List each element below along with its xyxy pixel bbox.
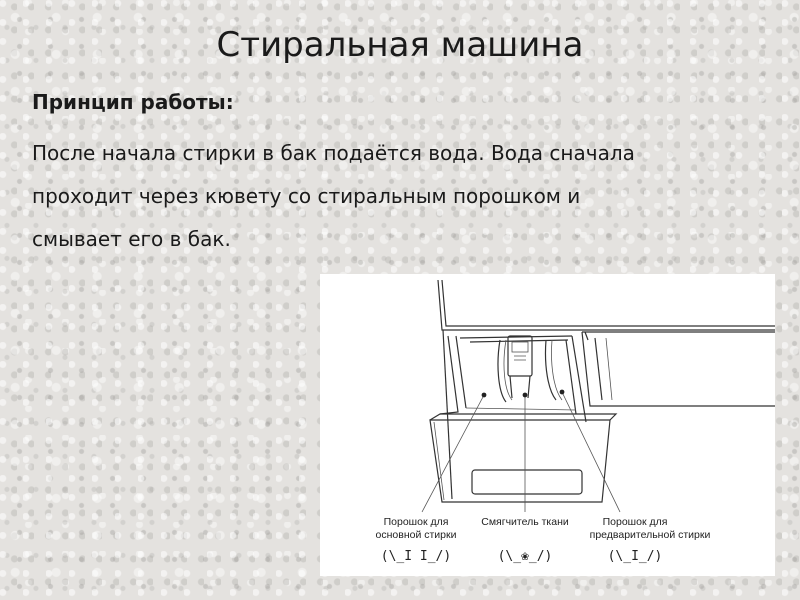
prewash-symbol: (\_I_/) [607, 549, 663, 564]
detergent-drawer-diagram [320, 274, 775, 576]
body-line-3: смывает его в бак. [32, 227, 231, 251]
slide-title: Стиральная машина [216, 25, 584, 65]
drawer-front [430, 414, 616, 502]
main-wash-symbol: (\_I I_/) [380, 549, 452, 564]
label-softener: Смягчитель ткани [481, 516, 569, 528]
label-main-wash-line2: основной стирки [375, 529, 457, 541]
body-line-2: проходит через кювету со стиральным порошком и [32, 184, 581, 208]
machine-body [438, 280, 775, 499]
label-prewash-line2: предварительной стирки [589, 529, 711, 541]
body-line-1: После начала стирки в бак подаётся вода. Вода сначала [32, 141, 635, 165]
section-heading: Принцип работы: [32, 90, 234, 114]
label-main-wash-line1: Порошок для [383, 516, 449, 528]
softener-symbol: (\_❀_/) [497, 549, 553, 564]
drawer-interior [440, 336, 586, 422]
label-prewash-line1: Порошок для [602, 516, 668, 528]
compartment-labels [376, 516, 711, 564]
drawer-illustration [320, 274, 775, 576]
body-text [32, 132, 772, 261]
